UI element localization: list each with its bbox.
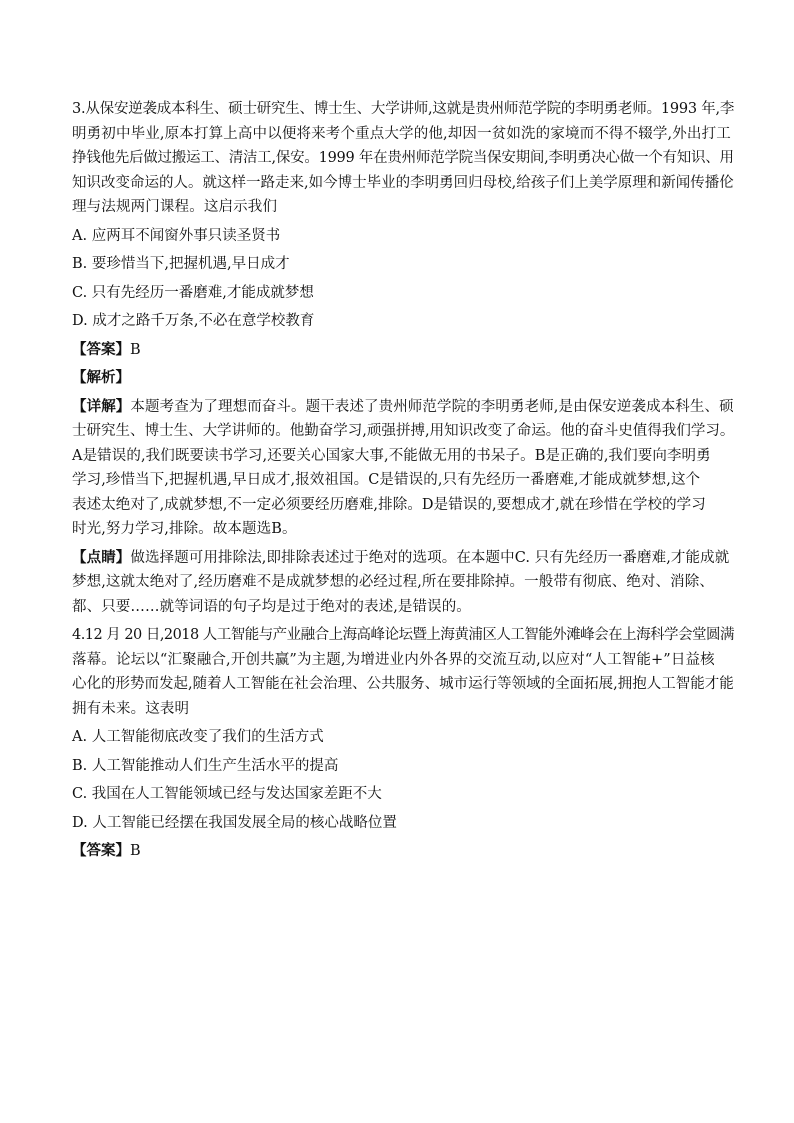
question-3-tip-line: 梦想,这就太绝对了,经历磨难不是成就梦想的必经过程,所在要排除掉。一般带有彻底、绝对、消除、 bbox=[72, 574, 714, 590]
detail-label: 【详解】 bbox=[72, 397, 131, 415]
question-3-detail-line: 时光,努力学习,排除。故本题选B。 bbox=[72, 521, 297, 537]
question-3-stem-line: 知识改变命运的人。就这样一路走来,如今博士毕业的李明勇回归母校,给孩子们上美学原理和新闻传播伦 bbox=[72, 174, 734, 191]
question-3-detail-line: 表述太绝对了,成就梦想,不一定必须要经历磨难,排除。D是错误的,要想成才,就在珍惜在学校的学习 bbox=[72, 496, 706, 513]
question-3-option-b: B. 要珍惜当下,把握机遇,早日成才 bbox=[72, 256, 290, 272]
question-4-option-d: D. 人工智能已经摆在我国发展全局的核心战略位置 bbox=[72, 814, 397, 831]
analysis-label: 【解析】 bbox=[72, 369, 130, 386]
question-3-tip bbox=[72, 546, 730, 620]
question-3-option-d: D. 成才之路千万条,不必在意学校教育 bbox=[72, 313, 315, 329]
question-3-stem-line: 3.从保安逆袭成本科生、硕士研究生、博士生、大学讲师,这就是贵州师范学院的李明勇老师。1993 年,李 bbox=[72, 101, 735, 117]
answer-value: B bbox=[130, 341, 141, 358]
tip-label: 【点睛】 bbox=[72, 548, 131, 566]
question-4-stem bbox=[72, 623, 734, 721]
question-3-tip-line: 【点睛】做选择题可用排除法,即排除表述过于绝对的选项。在本题中C. 只有先经历一番磨难,才能成就 bbox=[72, 548, 730, 566]
question-3-stem-line: 理与法规两门课程。这启示我们 bbox=[72, 199, 278, 215]
question-3-stem-line: 挣钱他先后做过搬运工、清洁工,保安。1999 年在贵州师范学院当保安期间,李明勇决心做一个有知识、用 bbox=[72, 150, 734, 166]
question-3-detail-line: A是错误的,我们既要读书学习,还要关心国家大事,不能做无用的书呆子。B是正确的,我们要向李明勇 bbox=[72, 447, 711, 464]
question-4-stem-line: 4.12 月 20 日,2018 人工智能与产业融合上海高峰论坛暨上海黄浦区人工智能外滩峰会在上海科学会堂圆满 bbox=[72, 627, 734, 643]
question-4-option-b: B. 人工智能推动人们生产生活水平的提高 bbox=[72, 757, 339, 774]
question-3-detail-line: 士研究生、博士生、大学讲师的。他勤奋学习,顽强拼搏,用知识改变了命运。他的奋斗史值得我们学习。 bbox=[72, 423, 735, 439]
question-3-option-a: A. 应两耳不闻窗外事只读圣贤书 bbox=[72, 227, 281, 244]
question-4-answer bbox=[72, 839, 708, 864]
answer-value: B bbox=[130, 843, 141, 859]
question-3-tip-line: 都、只要……就等词语的句子均是过于绝对的表述,是错误的。 bbox=[72, 598, 471, 615]
answer-label: 【答案】 bbox=[72, 842, 130, 859]
question-3-detail bbox=[72, 395, 735, 542]
question-3-option-c: C. 只有先经历一番磨难,才能成就梦想 bbox=[72, 284, 314, 301]
question-4-stem-line: 心化的形势而发起,随着人工智能在社会治理、公共服务、城市运行等领域的全面拓展,拥抱人工智能才能 bbox=[72, 676, 734, 692]
question-3-detail-line: 学习,珍惜当下,把握机遇,早日成才,报效祖国。C是错误的,只有先经历一番磨难,才能成就梦想,这个 bbox=[72, 472, 701, 488]
question-4-option-c: C. 我国在人工智能领域已经与发达国家差距不大 bbox=[72, 786, 382, 802]
question-3-stem bbox=[72, 97, 735, 220]
answer-label: 【答案】 bbox=[72, 340, 130, 358]
question-4-stem-line: 落幕。论坛以“汇聚融合,开创共赢”为主题,为增进业内外各界的交流互动,以应对“人工智能+”日益核 bbox=[72, 651, 715, 668]
question-3-analysis-heading bbox=[72, 366, 708, 391]
question-3-detail-line: 【详解】本题考查为了理想而奋斗。题干表述了贵州师范学院的李明勇老师,是由保安逆袭成本科生、硕 bbox=[72, 397, 734, 415]
question-4-stem-line: 拥有未来。这表明 bbox=[72, 700, 190, 717]
question-3-stem-line: 明勇初中毕业,原本打算上高中以便将来考个重点大学的他,却因一贫如洗的家境而不得不辍学,外出打工 bbox=[72, 125, 731, 142]
question-3-answer bbox=[72, 338, 708, 363]
question-4-option-a: A. 人工智能彻底改变了我们的生活方式 bbox=[72, 729, 324, 745]
